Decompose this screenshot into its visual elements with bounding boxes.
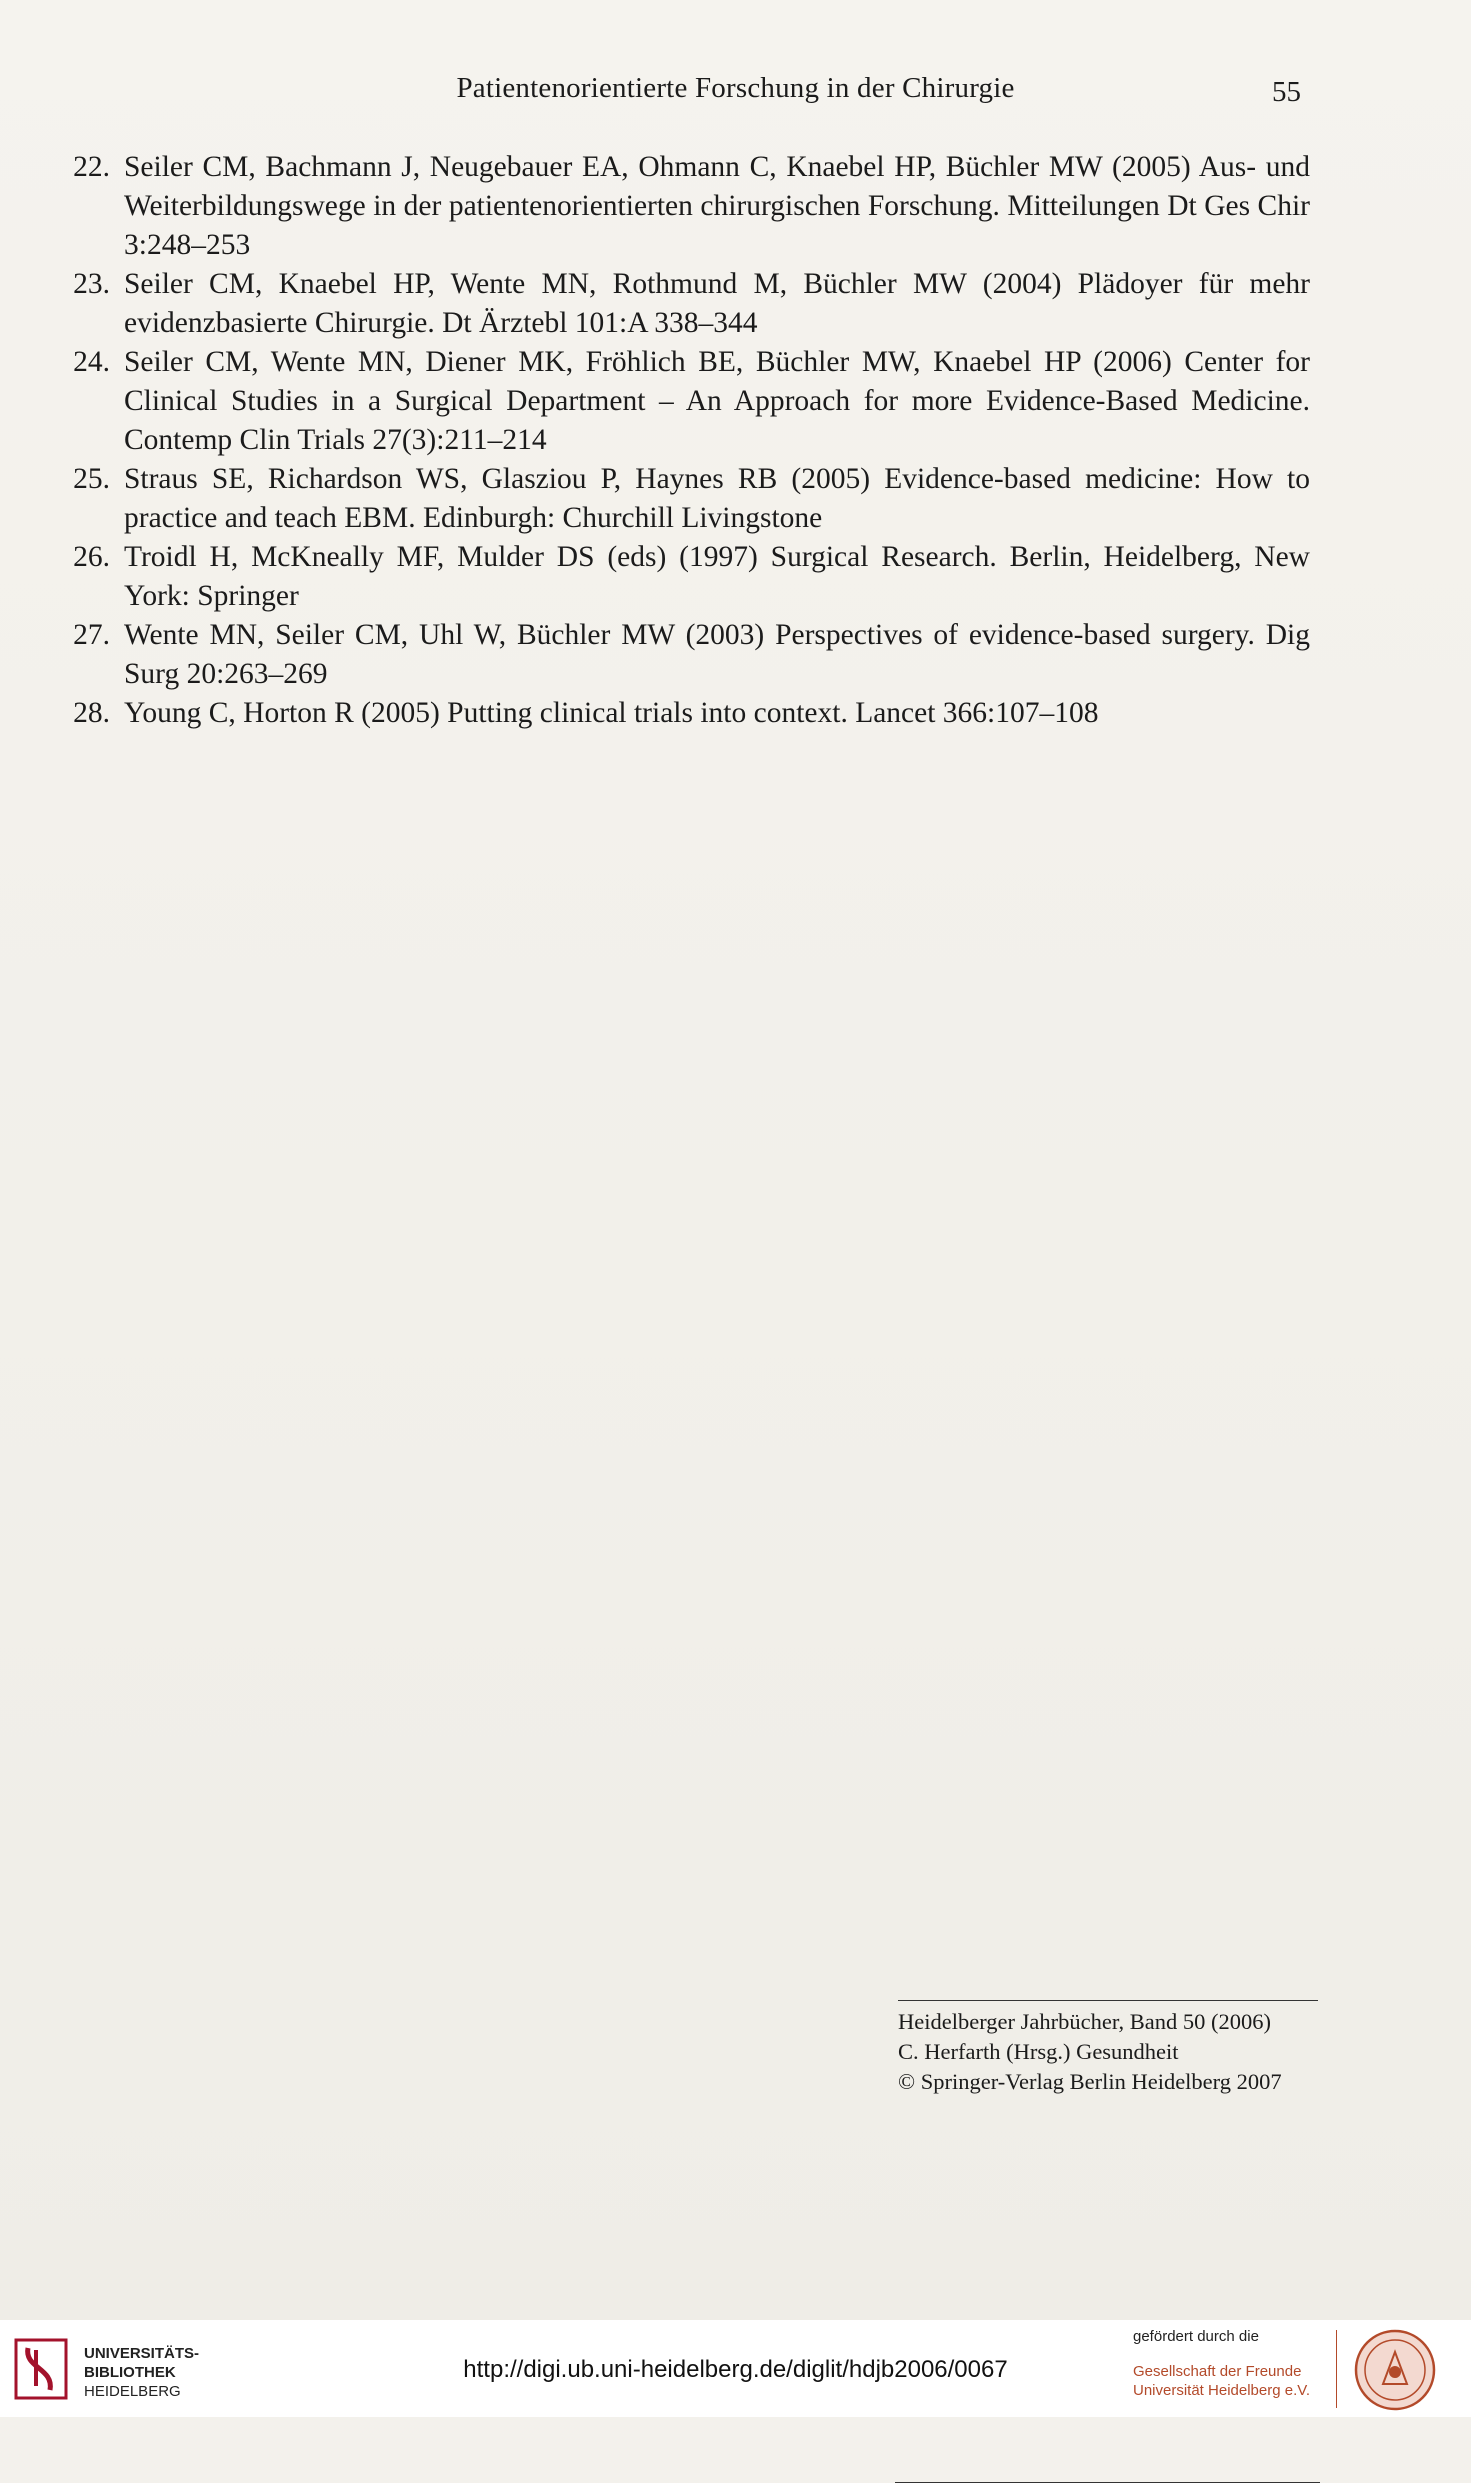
reference-number: 26. bbox=[73, 541, 110, 573]
library-line-3: HEIDELBERG bbox=[84, 2383, 181, 2400]
reference-text: Straus SE, Richardson WS, Glasziou P, Haynes RB (2005) Evidence-based medicine: How to practice and teach EBM. Edinburgh: Churchill Livingstone bbox=[124, 463, 1310, 534]
sponsor-line-1: Gesellschaft der Freunde bbox=[1133, 2363, 1302, 2380]
reference-number: 22. bbox=[73, 151, 110, 183]
reference-text: Seiler CM, Knaebel HP, Wente MN, Rothmund M, Büchler MW (2004) Plädoyer für mehr evidenzbasierte Chirurgie. Dt Ärztebl 101:A 338–344 bbox=[124, 268, 1310, 339]
page-number: 55 bbox=[1272, 76, 1301, 108]
running-header: Patientenorientierte Forschung in der Chirurgie bbox=[456, 72, 1015, 104]
publisher-info bbox=[898, 2000, 1318, 2097]
sponsor-label: gefördert durch die bbox=[1133, 2328, 1259, 2345]
permalink-url[interactable]: http://digi.ub.uni-heidelberg.de/diglit/hdjb2006/0067 bbox=[463, 2356, 1008, 2383]
sponsor-divider bbox=[1336, 2330, 1337, 2408]
library-line-1: UNIVERSITÄTS- bbox=[84, 2345, 200, 2362]
footer-bar bbox=[0, 2320, 1471, 2417]
reference-list bbox=[70, 148, 1310, 733]
reference-number: 27. bbox=[73, 619, 110, 651]
reference-number: 23. bbox=[73, 268, 110, 300]
reference-item bbox=[70, 460, 1310, 538]
library-line-2: BIBLIOTHEK bbox=[84, 2364, 176, 2381]
reference-item bbox=[70, 343, 1310, 460]
reference-text: Wente MN, Seiler CM, Uhl W, Büchler MW (2003) Perspectives of evidence-based surgery. Dig Surg 20:263–269 bbox=[124, 619, 1310, 690]
reference-text: Seiler CM, Bachmann J, Neugebauer EA, Ohmann C, Knaebel HP, Büchler MW (2005) Aus- und Weiterbildungswege in der patientenorientierten chirurgischen Forschung. Mitteilungen Dt Ges Chir 3:248–253 bbox=[124, 151, 1310, 261]
reference-item bbox=[70, 265, 1310, 343]
sponsor-name bbox=[1133, 2362, 1310, 2400]
reference-item bbox=[70, 538, 1310, 616]
publisher-line-1: Heidelberger Jahrbücher, Band 50 (2006) bbox=[898, 2009, 1271, 2034]
reference-text: Troidl H, McKneally MF, Mulder DS (eds) (1997) Surgical Research. Berlin, Heidelberg, New York: Springer bbox=[124, 541, 1310, 612]
reference-item bbox=[70, 616, 1310, 694]
reference-item bbox=[70, 148, 1310, 265]
publisher-line-2: C. Herfarth (Hrsg.) Gesundheit bbox=[898, 2039, 1179, 2064]
publisher-line-3: © Springer-Verlag Berlin Heidelberg 2007 bbox=[898, 2069, 1282, 2094]
reference-number: 28. bbox=[73, 697, 110, 729]
reference-text: Seiler CM, Wente MN, Diener MK, Fröhlich BE, Büchler MW, Knaebel HP (2006) Center for Clinical Studies in a Surgical Department – An Approach for more Evidence-Based Medicine. Contemp Clin Trials 27(3):211–214 bbox=[124, 346, 1310, 456]
university-seal-icon bbox=[1353, 2328, 1437, 2412]
reference-number: 24. bbox=[73, 346, 110, 378]
reference-text: Young C, Horton R (2005) Putting clinical trials into context. Lancet 366:107–108 bbox=[124, 697, 1099, 729]
reference-number: 25. bbox=[73, 463, 110, 495]
sponsor-line-2: Universität Heidelberg e.V. bbox=[1133, 2382, 1311, 2399]
reference-item bbox=[70, 694, 1310, 733]
publisher-rule bbox=[898, 2000, 1318, 2001]
